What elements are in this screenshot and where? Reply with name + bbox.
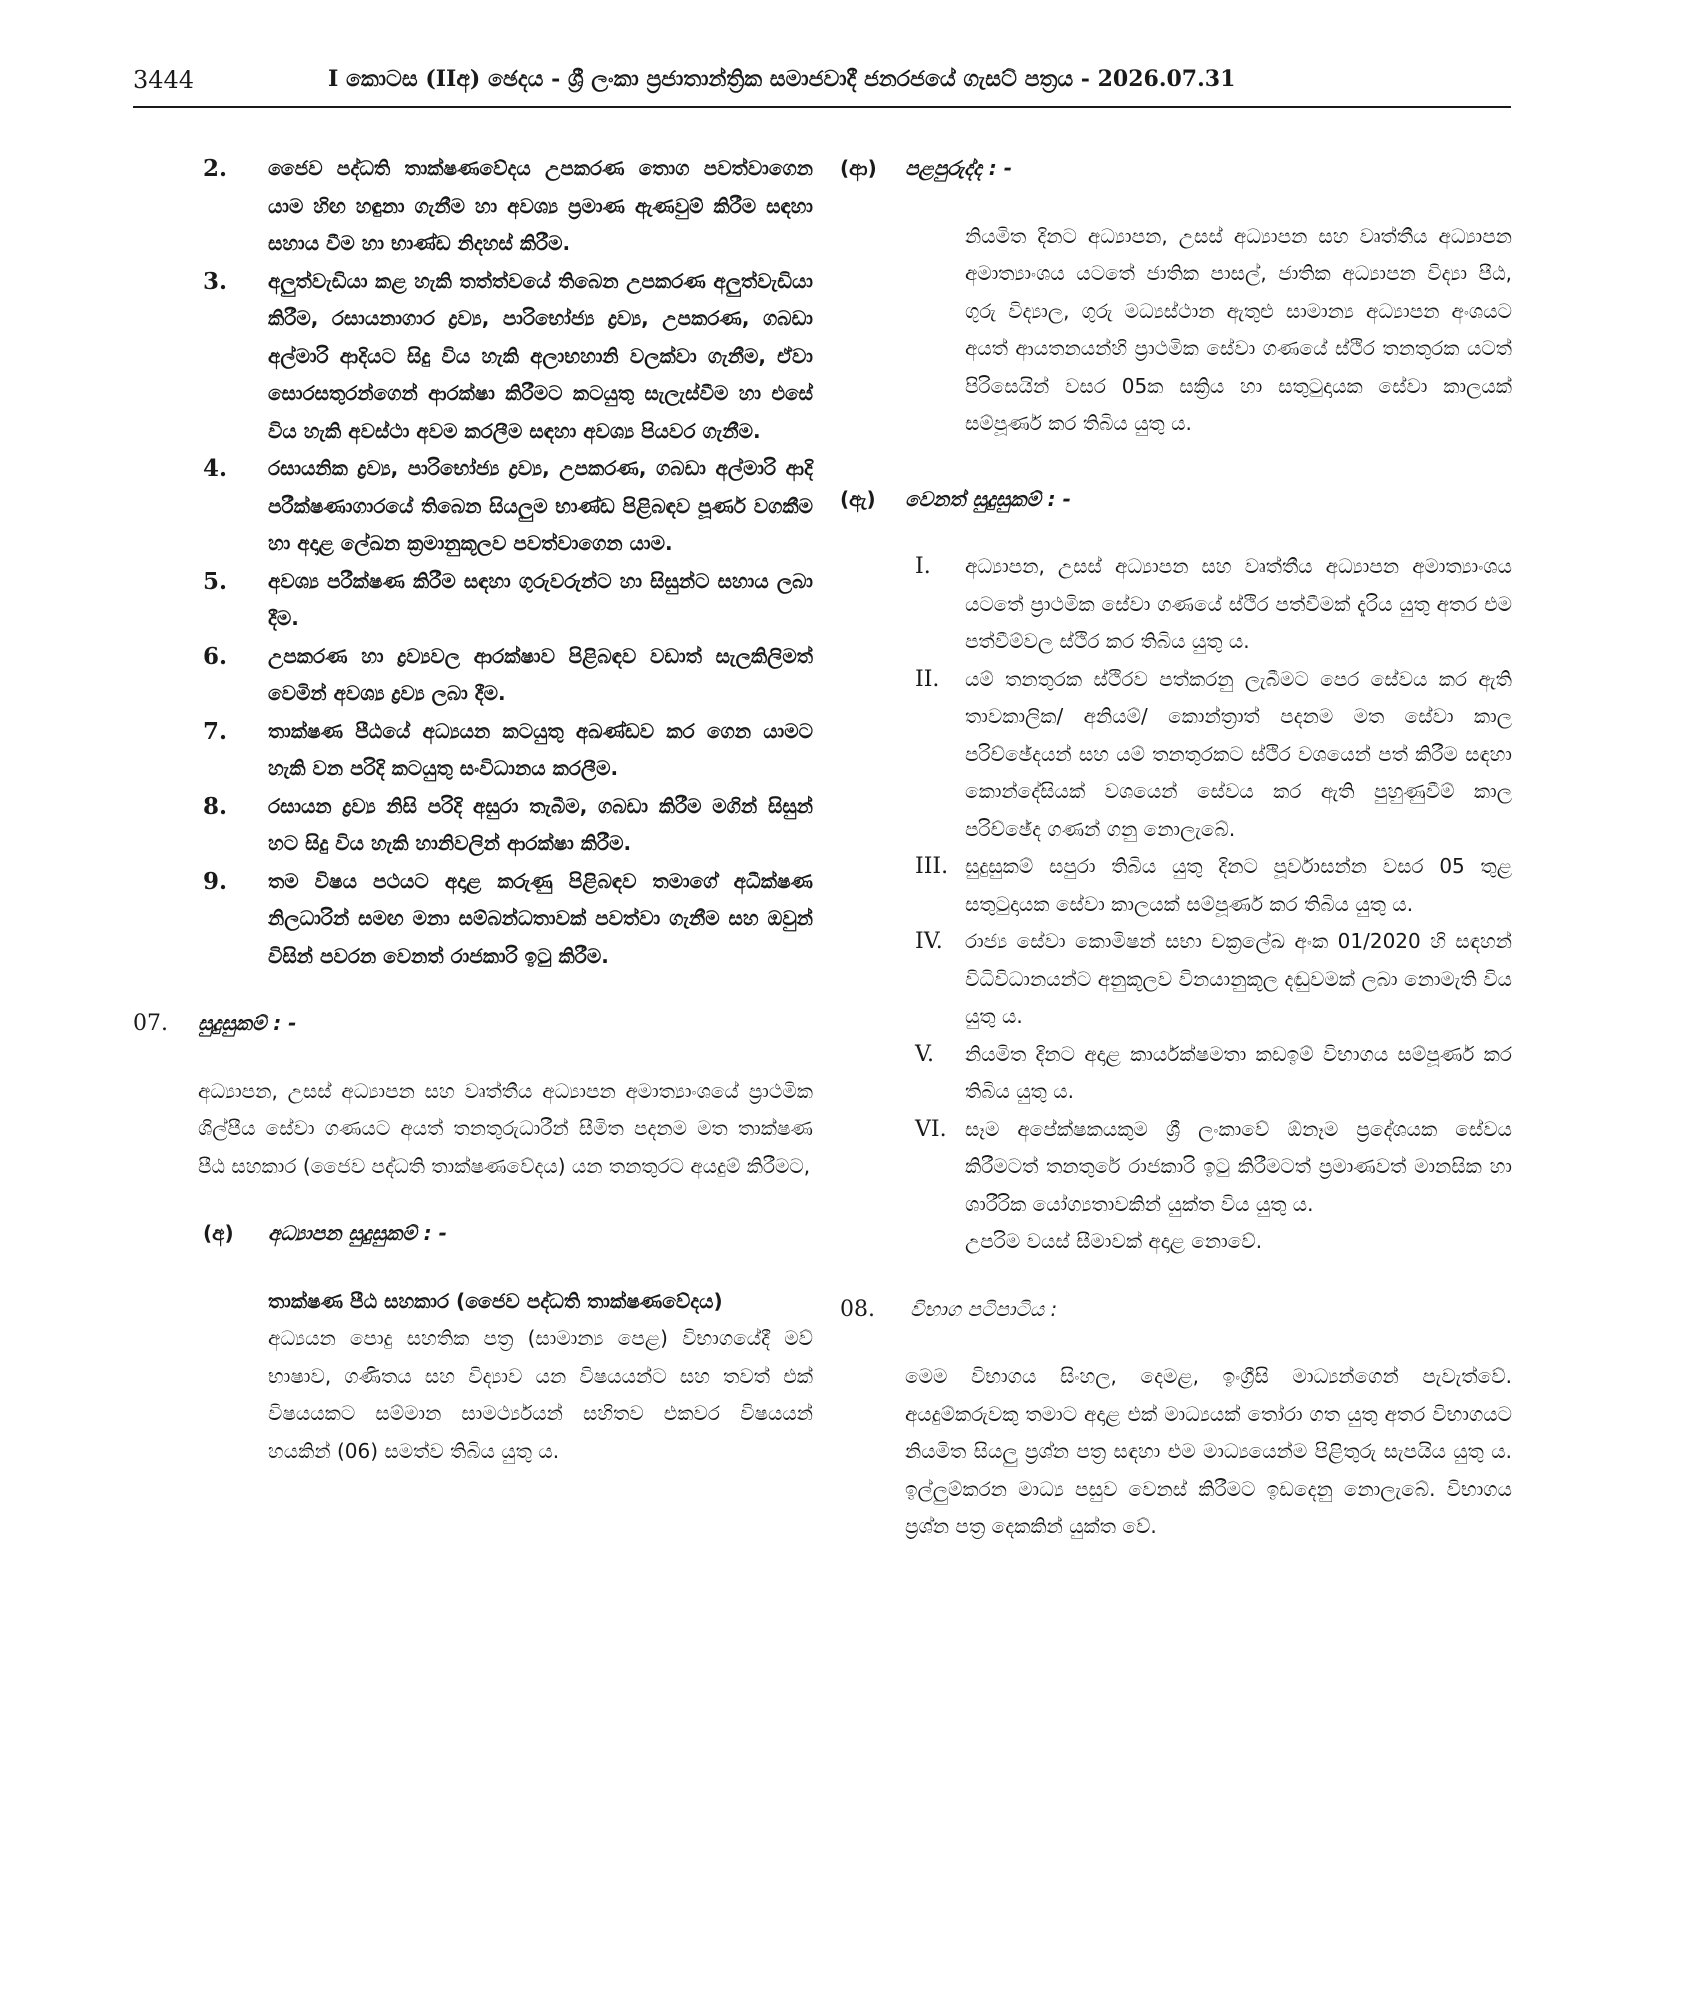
- sub-section-mark: (ඇ): [840, 486, 876, 511]
- item-text: යම් තනතුරක ස්ථිරව පත්කරනු ලැබීමට පෙර සේවය කර ඇති තාවකාලික/ අනියම්/ කොන්ත්‍රාත් පදනම මත සේවා කාල පරිච්ඡේදයන් සහ යම් තනතුරකට ස්ථිර වශයෙන් පත් කිරීම සඳහා කොන්දේසියක් වශයෙන් සේවය කර ඇති පුහුණුවීම් කාල පරිච්ඡේද ගණන් ගනු නොලැබේ.: [965, 666, 1512, 841]
- item-number: 6.: [203, 642, 228, 670]
- page-number: 3444: [133, 66, 195, 94]
- item-text: නියමිත දිනට අදාළ කාර්යක්ෂමතා කඩඉම් විභාගය සම්පූර්ණ කර තිබිය යුතු ය.: [965, 1041, 1512, 1103]
- sub-section-title: පළපුරුද්ද : -: [905, 156, 1013, 180]
- item-text: රසායන ද්‍රව්‍ය නිසි පරිදි අසුරා තැබීම, ගබඩා කිරීම මගින් සිසුන් හට සිදු විය හැකි හානිවලින් ආරක්ෂා කිරීම.: [268, 793, 813, 855]
- education-qualifications-text: අධ්‍යයන පොදු සහතික පත්‍ර (සාමාන්‍ය පෙළ) විභාගයේදී මව් භාෂාව, ගණිතය සහ විද්‍යාව යන විෂයයන්ට සහ තවත් එක් විෂයයකට සම්මාන සාමර්ථ්‍යයන් සහිතව එකවර විෂයයන් හයකින් (06) සමත්ව තිබිය යුතු ය.: [268, 1326, 813, 1463]
- right-column: [840, 150, 1512, 1546]
- duty-item-5: [133, 563, 813, 638]
- exam-procedure-text: මෙම විභාගය සිංහල, දෙමළ, ඉංග්‍රීසි මාධ්‍යන්ගෙන් පැවැත්වේ. අයදුම්කරුවකු තමාට අදාළ එක් මාධ්‍යයක් තෝරා ගත යුතු අතර විභාගයට නියමිත සියලු ප්‍රශ්න පත්‍ර සඳහා එම මාධ්‍යයෙන්ම පිළිතුරු සැපයිය යුතු ය. ඉල්ලුම්කරන මාධ්‍ය පසුව වෙනස් කිරීමට ඉඩදෙනු නොලැබේ. විභාගය ප්‍රශ්න පත්‍ර දෙකකින් යුක්ත වේ.: [905, 1364, 1512, 1538]
- header-divider: [133, 106, 1511, 108]
- other-qualifications-heading: [840, 481, 1512, 519]
- item-number: I.: [915, 554, 931, 579]
- item-number: 5.: [203, 567, 228, 595]
- item-text: අලුත්වැඩියා කළ හැකි තත්ත්වයේ තිබෙන උපකරණ අලුත්වැඩියා කිරීම, රසායනාගාර ද්‍රව්‍ය, පාරිභෝජ්‍ය ද්‍රව්‍ය, උපකරණ, ගබඩා අල්මාරි ආදියට සිදු විය හැකි අලාභහානි වලක්වා ගැනීම, ඒවා සොරසතුරන්ගෙන් ආරක්ෂා කිරීමට කටයුතු සැලැස්වීම හා එසේ විය හැකි අවස්ථා අවම කරලීම සඳහා අවශ්‍ය පියවර ගැනීම.: [268, 268, 813, 443]
- age-limit-note: උපරිම වයස් සීමාවක් අදාළ නොවේ.: [965, 1229, 1263, 1253]
- item-number: 4.: [203, 455, 228, 482]
- section-07-intro: අධ්‍යාපන, උසස් අධ්‍යාපන සහ වෘත්තීය අධ්‍යාපන අමාත්‍යාංශයේ ප්‍රාථමික ශිල්පීය සේවා ගණයට අයත් තනතුරුධාරීන් සීමිත පදනම මත තාක්ෂණ පීඨ සහකාර (ජෛව පද්ධති තාක්ෂණවේදය) යන තනතුරට අයදුම් කිරීමට,: [198, 1078, 813, 1178]
- other-qualifications-list: [840, 548, 1512, 1261]
- section-number: 07.: [133, 1011, 168, 1036]
- experience-text: නියමිත දිනට අධ්‍යාපන, උසස් අධ්‍යාපන සහ වෘත්තීය අධ්‍යාපන අමාත්‍යාංශය යටතේ ජාතික පාසල්, ජාතික අධ්‍යාපන විද්‍යා පීඨ, ගුරු විද්‍යාල, ගුරු මධ්‍යස්ථාන ඇතුළු සාමාන්‍ය අධ්‍යාපන අංශයට අයත් ආයතනයන්හි ප්‍රාථමික සේවා ගණයේ ස්ථිර තනතුරක යටත් පිරිසෙයින් වසර 05ක සක්‍රිය හා සතුටුදායක සේවා කාලයක් සම්පූර්ණ කර තිබිය යුතු ය.: [965, 223, 1512, 435]
- item-number: III.: [915, 854, 949, 879]
- item-number: 7.: [203, 717, 228, 745]
- qualification-item: [840, 1111, 1512, 1224]
- sub-section-mark: (අ): [203, 1221, 234, 1245]
- item-number: 2.: [203, 155, 228, 182]
- left-column: [133, 150, 813, 1470]
- item-text: රසායනික ද්‍රව්‍ය, පාරිභෝජ්‍ය ද්‍රව්‍ය, උපකරණ, ගබඩා අල්මාරි ආදි පරීක්ෂණාගාරයේ තිබෙන සියලුම භාණ්ඩ පිළිබඳව පූර්ණ වගකීම හා අදාළ ලේඛන ක්‍රමානුකූලව පවත්වාගෙන යාම.: [268, 456, 813, 555]
- qualification-item: [840, 1036, 1512, 1111]
- duty-item-7: [133, 713, 813, 788]
- item-text: අධ්‍යාපන, උසස් අධ්‍යාපන සහ වෘත්තීය අධ්‍යාපන අමාත්‍යාංශය යටතේ ප්‍රාථමික සේවා ගණයේ ස්ථිර පත්වීමක් දැරිය යුතු අතර එම පත්වීම්වල ස්ථිර කර තිබිය යුතු ය.: [965, 554, 1512, 653]
- item-number: II.: [915, 666, 940, 692]
- duty-item-6: [133, 638, 813, 713]
- duty-item-9: [133, 863, 813, 976]
- duty-item-2: [133, 150, 813, 263]
- sub-section-mark: (ආ): [840, 156, 877, 180]
- qualification-item: [840, 548, 1512, 661]
- duty-item-4: [133, 450, 813, 563]
- post-title: තාක්ෂණ පීඨ සහකාර (ජෛව පද්ධති තාක්ෂණවේදය): [268, 1288, 723, 1313]
- item-text: සෑම අපේක්ෂකයකුම ශ්‍රී ලංකාවේ ඕනෑම ප්‍රදේශයක සේවය කිරීමටත් තනතුරේ රාජකාරි ඉටු කිරීමටත් ප්‍රමාණවත් මානසික හා ශාරීරික යෝග්‍යතාවකින් යුක්ත විය යුතු ය.: [965, 1116, 1512, 1216]
- item-text: ජෛව පද්ධති තාක්ෂණවේදය උපකරණ තොග පවත්වාගෙන යාම හිඟ හඳුනා ගැනීම හා අවශ්‍ය ප්‍රමාණ ඇණවුම් කිරීම සඳහා සහාය වීම හා භාණ්ඩ නිදහස් කිරීම.: [268, 156, 813, 255]
- item-number: IV.: [915, 929, 943, 954]
- education-qualifications-heading: [133, 1215, 813, 1253]
- section-number: 08.: [840, 1296, 875, 1322]
- item-text: රාජ්‍ය සේවා කොමිෂන් සභා චක්‍රලේඛ අංක 01/2020 හි සඳහන් විධිවිධානයන්ට අනුකූලව විනයානුකූල දඬුවමක් ලබා නොමැති විය යුතු ය.: [965, 929, 1512, 1028]
- section-07-heading: [133, 1005, 813, 1043]
- section-08-heading: [840, 1291, 1512, 1329]
- duty-item-8: [133, 788, 813, 863]
- duty-item-3: [133, 263, 813, 451]
- item-text: තාක්ෂණ පීඨයේ අධ්‍යයන කටයුතු අඛණ්ඩව කර ගෙන යාමට හැකි වන පරිදි කටයුතු සංවිධානය කරලීම.: [268, 718, 813, 780]
- item-number: 9.: [203, 867, 228, 895]
- item-number: VI.: [915, 1116, 947, 1142]
- section-title: සුදුසුකම් : -: [198, 1011, 297, 1035]
- item-number: V.: [915, 1041, 935, 1067]
- item-number: 8.: [203, 792, 228, 820]
- gazette-header-title: I කොටස (IIඅ) ඡෙදය - ශ්‍රී ලංකා ප්‍රජාතාන්ත්‍රික සමාජවාදී ජනරජයේ ගැසට් පත්‍රය - 2026.07.31: [328, 66, 1236, 92]
- sub-section-title: වෙනත් සුදුසුකම් : -: [905, 486, 1071, 511]
- section-title: විභාග පටිපාටිය :: [910, 1296, 1058, 1321]
- item-text: උපකරණ හා ද්‍රව්‍යවල ආරක්ෂාව පිළිබඳව වඩාත් සැලකිලිමත් වෙමින් අවශ්‍ය ද්‍රව්‍ය ලබා දීම.: [268, 643, 813, 705]
- page-header: [133, 66, 1511, 108]
- experience-heading: [840, 150, 1512, 188]
- item-number: 3.: [203, 267, 228, 295]
- item-text: අවශ්‍ය පරීක්ෂණ කිරීම සඳහා ගුරුවරුන්ට හා සිසුන්ට සහාය ලබා දීම.: [268, 568, 813, 630]
- sub-section-title: අධ්‍යාපන සුදුසුකම් : -: [268, 1221, 447, 1245]
- item-text: තම විෂය පථයට අදාළ කරුණු පිළිබඳව තමාගේ අධීක්ෂණ නිලධාරින් සමඟ මනා සම්බන්ධතාවක් පවත්වා ගැනීම සහ ඔවුන් විසින් පවරන වෙනත් රාජකාරි ඉටු කිරීම.: [268, 868, 813, 968]
- item-text: සුදුසුකම් සපුරා තිබිය යුතු දිනට පූර්වාසන්න වසර 05 තුළ සතුටුදායක සේවා කාලයක් සම්පූර්ණ කර තිබිය යුතු ය.: [965, 854, 1512, 916]
- qualification-item: [840, 661, 1512, 849]
- qualification-item: [840, 848, 1512, 923]
- qualification-item: [840, 923, 1512, 1036]
